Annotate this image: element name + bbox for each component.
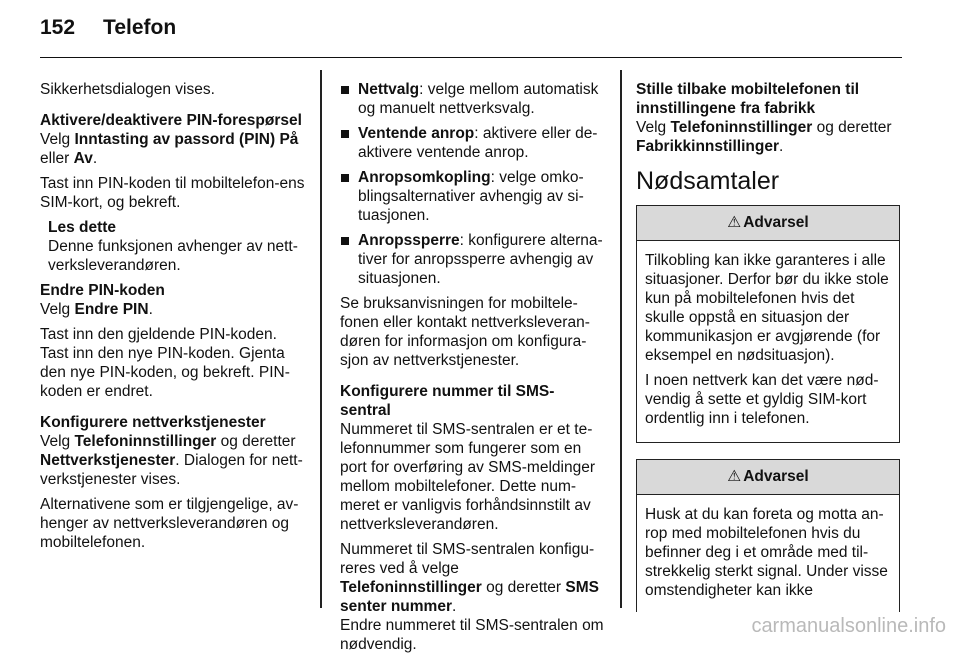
- header-divider: [40, 57, 902, 58]
- sms-description: Nummeret til SMS-sentralen er et te-lefonnummer som fungerer som en port for overføring av SMS-meldinger mellom mobiltelefoner. Dette num-meret er vanligvis forhåndsinnstilt av nettverksleverandøren.: [340, 421, 595, 533]
- change-pin-instructions: Tast inn den gjeldende PIN-koden. Tast inn den nye PIN-koden. Gjenta den nye PIN-koden, og bekreft. PIN-koden er endret.: [40, 326, 290, 400]
- note-title: Les dette: [48, 219, 117, 236]
- change-pin-heading: Endre PIN-koden: [40, 282, 165, 299]
- warning-triangle-icon: ⚠: [727, 468, 742, 485]
- reset-line: Velg Telefoninnstillinger og deretter Fabrikkinnstillinger.: [636, 119, 892, 155]
- change-pin-line1: Velg Endre PIN.: [40, 301, 153, 318]
- pin-toggle-instructions: Tast inn PIN-koden til mobiltelefon-ens SIM-kort, og bekreft.: [40, 175, 305, 211]
- list-item: Nettvalg: velge mellom automatisk og manuelt nettverksvalg.: [340, 80, 604, 118]
- reset-heading: Stille tilbake mobiltelefonen til innstillingene fra fabrikk: [636, 81, 860, 117]
- pin-toggle-line1: Velg Inntasting av passord (PIN) På: [40, 131, 299, 148]
- bullet-square-icon: [341, 86, 349, 94]
- sms-change-text: Endre nummeret til SMS-sentralen om nødvendig.: [340, 617, 604, 653]
- page-header: [40, 16, 176, 40]
- warning-triangle-icon: ⚠: [727, 214, 742, 231]
- warning-text: Tilkobling kan ikke garanteres i alle situasjoner. Derfor bør du ikke stole kun på mobiltelefonen hvis det skulle oppstå en situasjon der kommunikasjon er avgjørende (for eksempel en nødsituasjon).: [645, 252, 889, 364]
- column-divider-1: [320, 70, 322, 608]
- list-item: Anropsomkopling: velge omko-blingsalternativer avhengig av si-tuasjonen.: [340, 168, 604, 225]
- network-heading: Konfigurere nettverkstjenester: [40, 414, 266, 431]
- column-3: [636, 80, 900, 612]
- list-item: Ventende anrop: aktivere eller de-aktivere ventende anrop.: [340, 124, 604, 162]
- column-2: [340, 80, 604, 660]
- bullet-square-icon: [341, 130, 349, 138]
- page-title: Telefon: [103, 16, 177, 39]
- bullet-square-icon: [341, 237, 349, 245]
- bullet-square-icon: [341, 174, 349, 182]
- network-service-list: [340, 80, 604, 288]
- warning-title: Advarsel: [743, 214, 809, 231]
- network-options-text: Alternativene som er tilgjengelige, av-henger av nettverksleverandøren og mobiltelefonen.: [40, 496, 299, 551]
- note-box: [48, 218, 308, 275]
- warning-text: Husk at du kan foreta og motta an-rop med mobiltelefonen hvis du befinner deg i et område med til-strekkelig sterkt signal. Under visse omstendigheter kan ikke: [645, 506, 888, 599]
- warning-title: Advarsel: [743, 468, 809, 485]
- intro-text: Sikkerhetsdialogen vises.: [40, 81, 215, 98]
- warning-box: [636, 205, 900, 443]
- network-line: Velg Telefoninnstillinger og deretter Nettverkstjenester. Dialogen for nett-verkstjenester vises.: [40, 433, 303, 488]
- warning-box: [636, 459, 900, 612]
- sms-config-text: Nummeret til SMS-sentralen konfigu-reres ved å velge Telefoninnstillinger og deretter SMS senter nummer.: [340, 541, 599, 615]
- note-text: Denne funksjonen avhenger av nett-verksleverandøren.: [48, 238, 298, 274]
- list-item: Anropssperre: konfigurere alterna-tiver for anropssperre avhengig av situasjonen.: [340, 231, 604, 288]
- manual-reference-text: Se bruksanvisningen for mobiltele-fonen eller kontakt nettverksleveran-døren for informasjon om konfigura-sjon av nettverkstjenester.: [340, 295, 590, 369]
- warning-text: I noen nettverk kan det være nød-vendig å sette et gyldig SIM-kort ordentlig inn i telefonen.: [645, 372, 879, 427]
- warning-header: [637, 460, 899, 495]
- section-title: Nødsamtaler: [636, 167, 780, 195]
- page-number: 152: [40, 16, 76, 39]
- sms-heading: Konfigurere nummer til SMS-sentral: [340, 383, 555, 419]
- warning-header: [637, 206, 899, 241]
- column-divider-2: [620, 70, 622, 608]
- pin-toggle-heading: Aktivere/deaktivere PIN-forespørsel: [40, 112, 302, 129]
- pin-toggle-line2: eller Av.: [40, 150, 98, 167]
- column-1: [40, 80, 308, 558]
- watermark: carmanualsonline.info: [751, 615, 946, 637]
